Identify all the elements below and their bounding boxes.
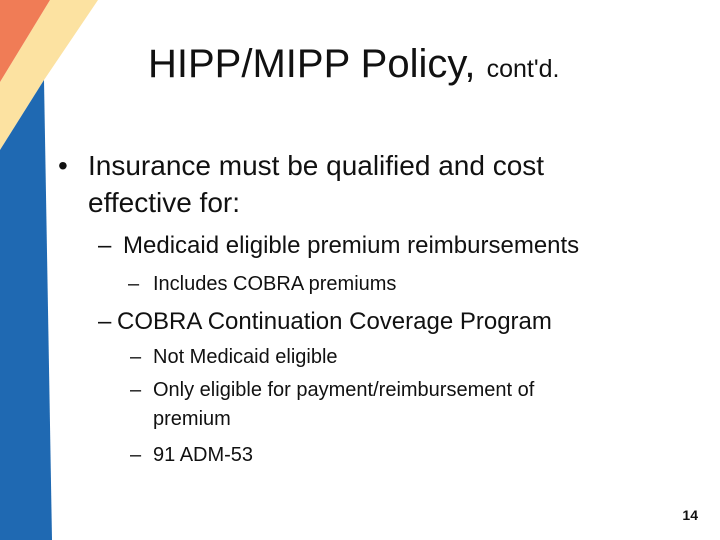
title-main: HIPP/MIPP Policy,	[148, 42, 487, 86]
title-suffix: cont'd.	[486, 55, 560, 83]
bullet-text-continued: effective for:	[88, 187, 241, 218]
sub-sub-item-marker: –	[130, 346, 142, 368]
sub-item-text: COBRA Continuation Coverage Program	[117, 308, 552, 335]
sub-sub-item-marker: –	[128, 273, 140, 295]
sub-sub-item-text: Not Medicaid eligible	[153, 346, 338, 368]
bullet-marker: •	[58, 150, 68, 181]
sub-item-marker: –	[98, 232, 112, 259]
blue-stripe	[0, 80, 52, 540]
slide-title	[148, 42, 560, 86]
sub-item-text: Medicaid eligible premium reimbursements	[123, 232, 580, 259]
sub-sub-item-text: 91 ADM-53	[153, 444, 254, 466]
sub-sub-item-text: Only eligible for payment/reimbursement of	[153, 379, 535, 401]
sub-sub-item-marker: –	[130, 444, 142, 466]
bullet-text: Insurance must be qualified and cost	[88, 150, 545, 181]
page-number: 14	[682, 507, 698, 523]
sub-item-marker: –	[98, 308, 112, 335]
sub-sub-item-marker: –	[130, 379, 142, 401]
sub-sub-item-text: Includes COBRA premiums	[153, 273, 397, 295]
sub-sub-item-text-continued: premium	[153, 408, 231, 430]
